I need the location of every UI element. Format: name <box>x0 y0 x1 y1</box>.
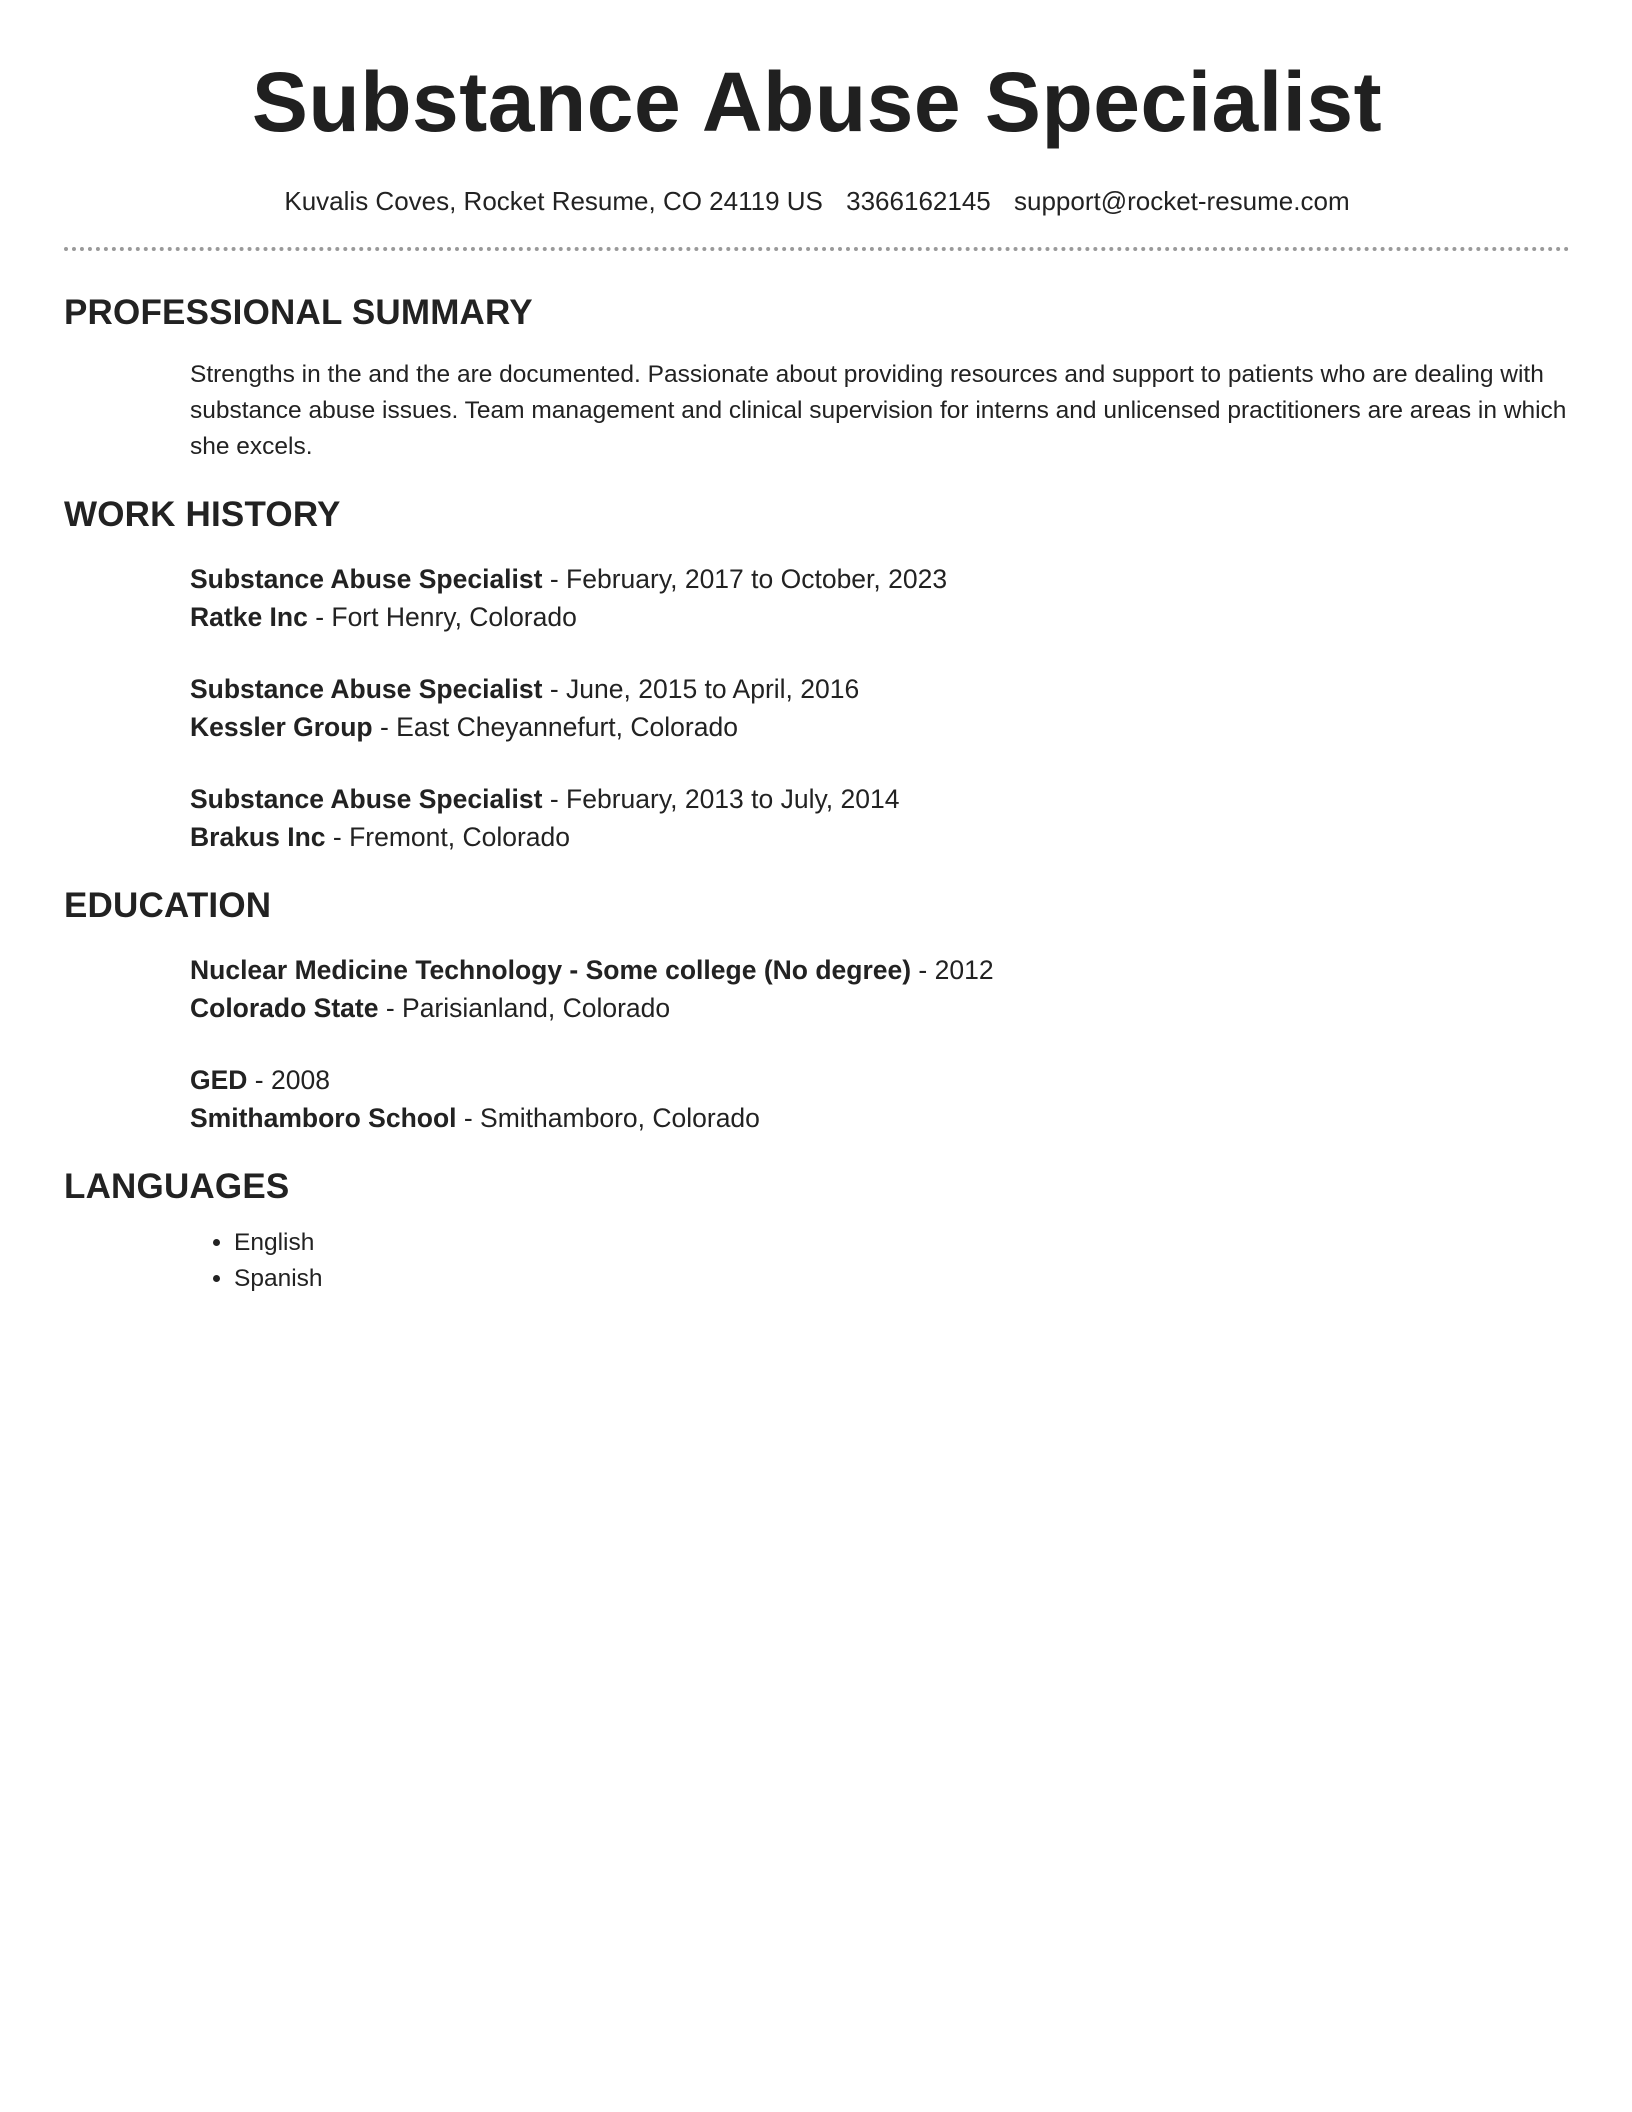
work-title: Substance Abuse Specialist <box>190 784 543 814</box>
work-heading: WORK HISTORY <box>64 495 341 534</box>
work-entry-line2 <box>190 818 1570 856</box>
work-section <box>64 495 1570 856</box>
education-school: Colorado State <box>190 993 379 1023</box>
work-entry-line1 <box>190 670 1570 708</box>
education-degree: Nuclear Medicine Technology - Some college (No degree) <box>190 955 912 985</box>
language-item: • English <box>234 1225 1570 1261</box>
header-divider <box>64 247 1570 251</box>
education-entry-line1 <box>190 1061 1570 1099</box>
summary-heading: PROFESSIONAL SUMMARY <box>64 293 533 332</box>
work-entry-line1 <box>190 780 1570 818</box>
work-company: Kessler Group <box>190 712 373 742</box>
work-company: Brakus Inc <box>190 822 326 852</box>
education-year: - 2012 <box>911 955 994 985</box>
work-dates: - February, 2017 to October, 2023 <box>542 564 948 594</box>
education-entry-line2 <box>190 1099 1570 1137</box>
languages-heading: LANGUAGES <box>64 1167 290 1206</box>
education-school: Smithamboro School <box>190 1103 457 1133</box>
languages-section <box>64 1167 1570 1297</box>
languages-list <box>190 1225 1570 1297</box>
education-list <box>190 951 1570 1137</box>
education-section <box>64 886 1570 1137</box>
contact-phone: 3366162145 <box>846 186 991 216</box>
work-title: Substance Abuse Specialist <box>190 564 543 594</box>
work-entry-line2 <box>190 708 1570 746</box>
summary-section <box>64 293 1570 465</box>
work-company: Ratke Inc <box>190 602 308 632</box>
education-location: - Smithamboro, Colorado <box>456 1103 760 1133</box>
work-dates: - June, 2015 to April, 2016 <box>542 674 860 704</box>
resume-page <box>64 0 1570 1297</box>
work-entry <box>190 780 1570 856</box>
work-entry <box>190 560 1570 636</box>
education-entry <box>190 951 1570 1027</box>
languages-list-wrap <box>190 1225 1570 1297</box>
language-item: • Spanish <box>234 1261 1570 1297</box>
education-entry-line2 <box>190 989 1570 1027</box>
work-title: Substance Abuse Specialist <box>190 674 543 704</box>
work-location: - Fort Henry, Colorado <box>307 602 577 632</box>
contact-address: Kuvalis Coves, Rocket Resume, CO 24119 US <box>284 186 823 216</box>
education-year: - 2008 <box>247 1065 330 1095</box>
work-entry-line2 <box>190 598 1570 636</box>
resume-title: Substance Abuse Specialist <box>251 55 1383 149</box>
work-location: - East Cheyannefurt, Colorado <box>372 712 738 742</box>
education-entry-line1 <box>190 951 1570 989</box>
work-list <box>190 560 1570 856</box>
work-entry-line1 <box>190 560 1570 598</box>
contact-email: support@rocket-resume.com <box>1013 186 1350 216</box>
education-location: - Parisianland, Colorado <box>378 993 671 1023</box>
education-degree: GED <box>190 1065 248 1095</box>
education-heading: EDUCATION <box>64 886 272 925</box>
summary-text: Strengths in the and the are documented. Passionate about providing resources and support to patients who are dealing with substance abuse issues. Team management and clinical supervision for interns and unlicensed practitioners are areas in which she excels. <box>190 361 1567 460</box>
contact-line <box>64 186 1570 217</box>
education-entry <box>190 1061 1570 1137</box>
work-location: - Fremont, Colorado <box>325 822 570 852</box>
work-dates: - February, 2013 to July, 2014 <box>542 784 900 814</box>
work-entry <box>190 670 1570 746</box>
